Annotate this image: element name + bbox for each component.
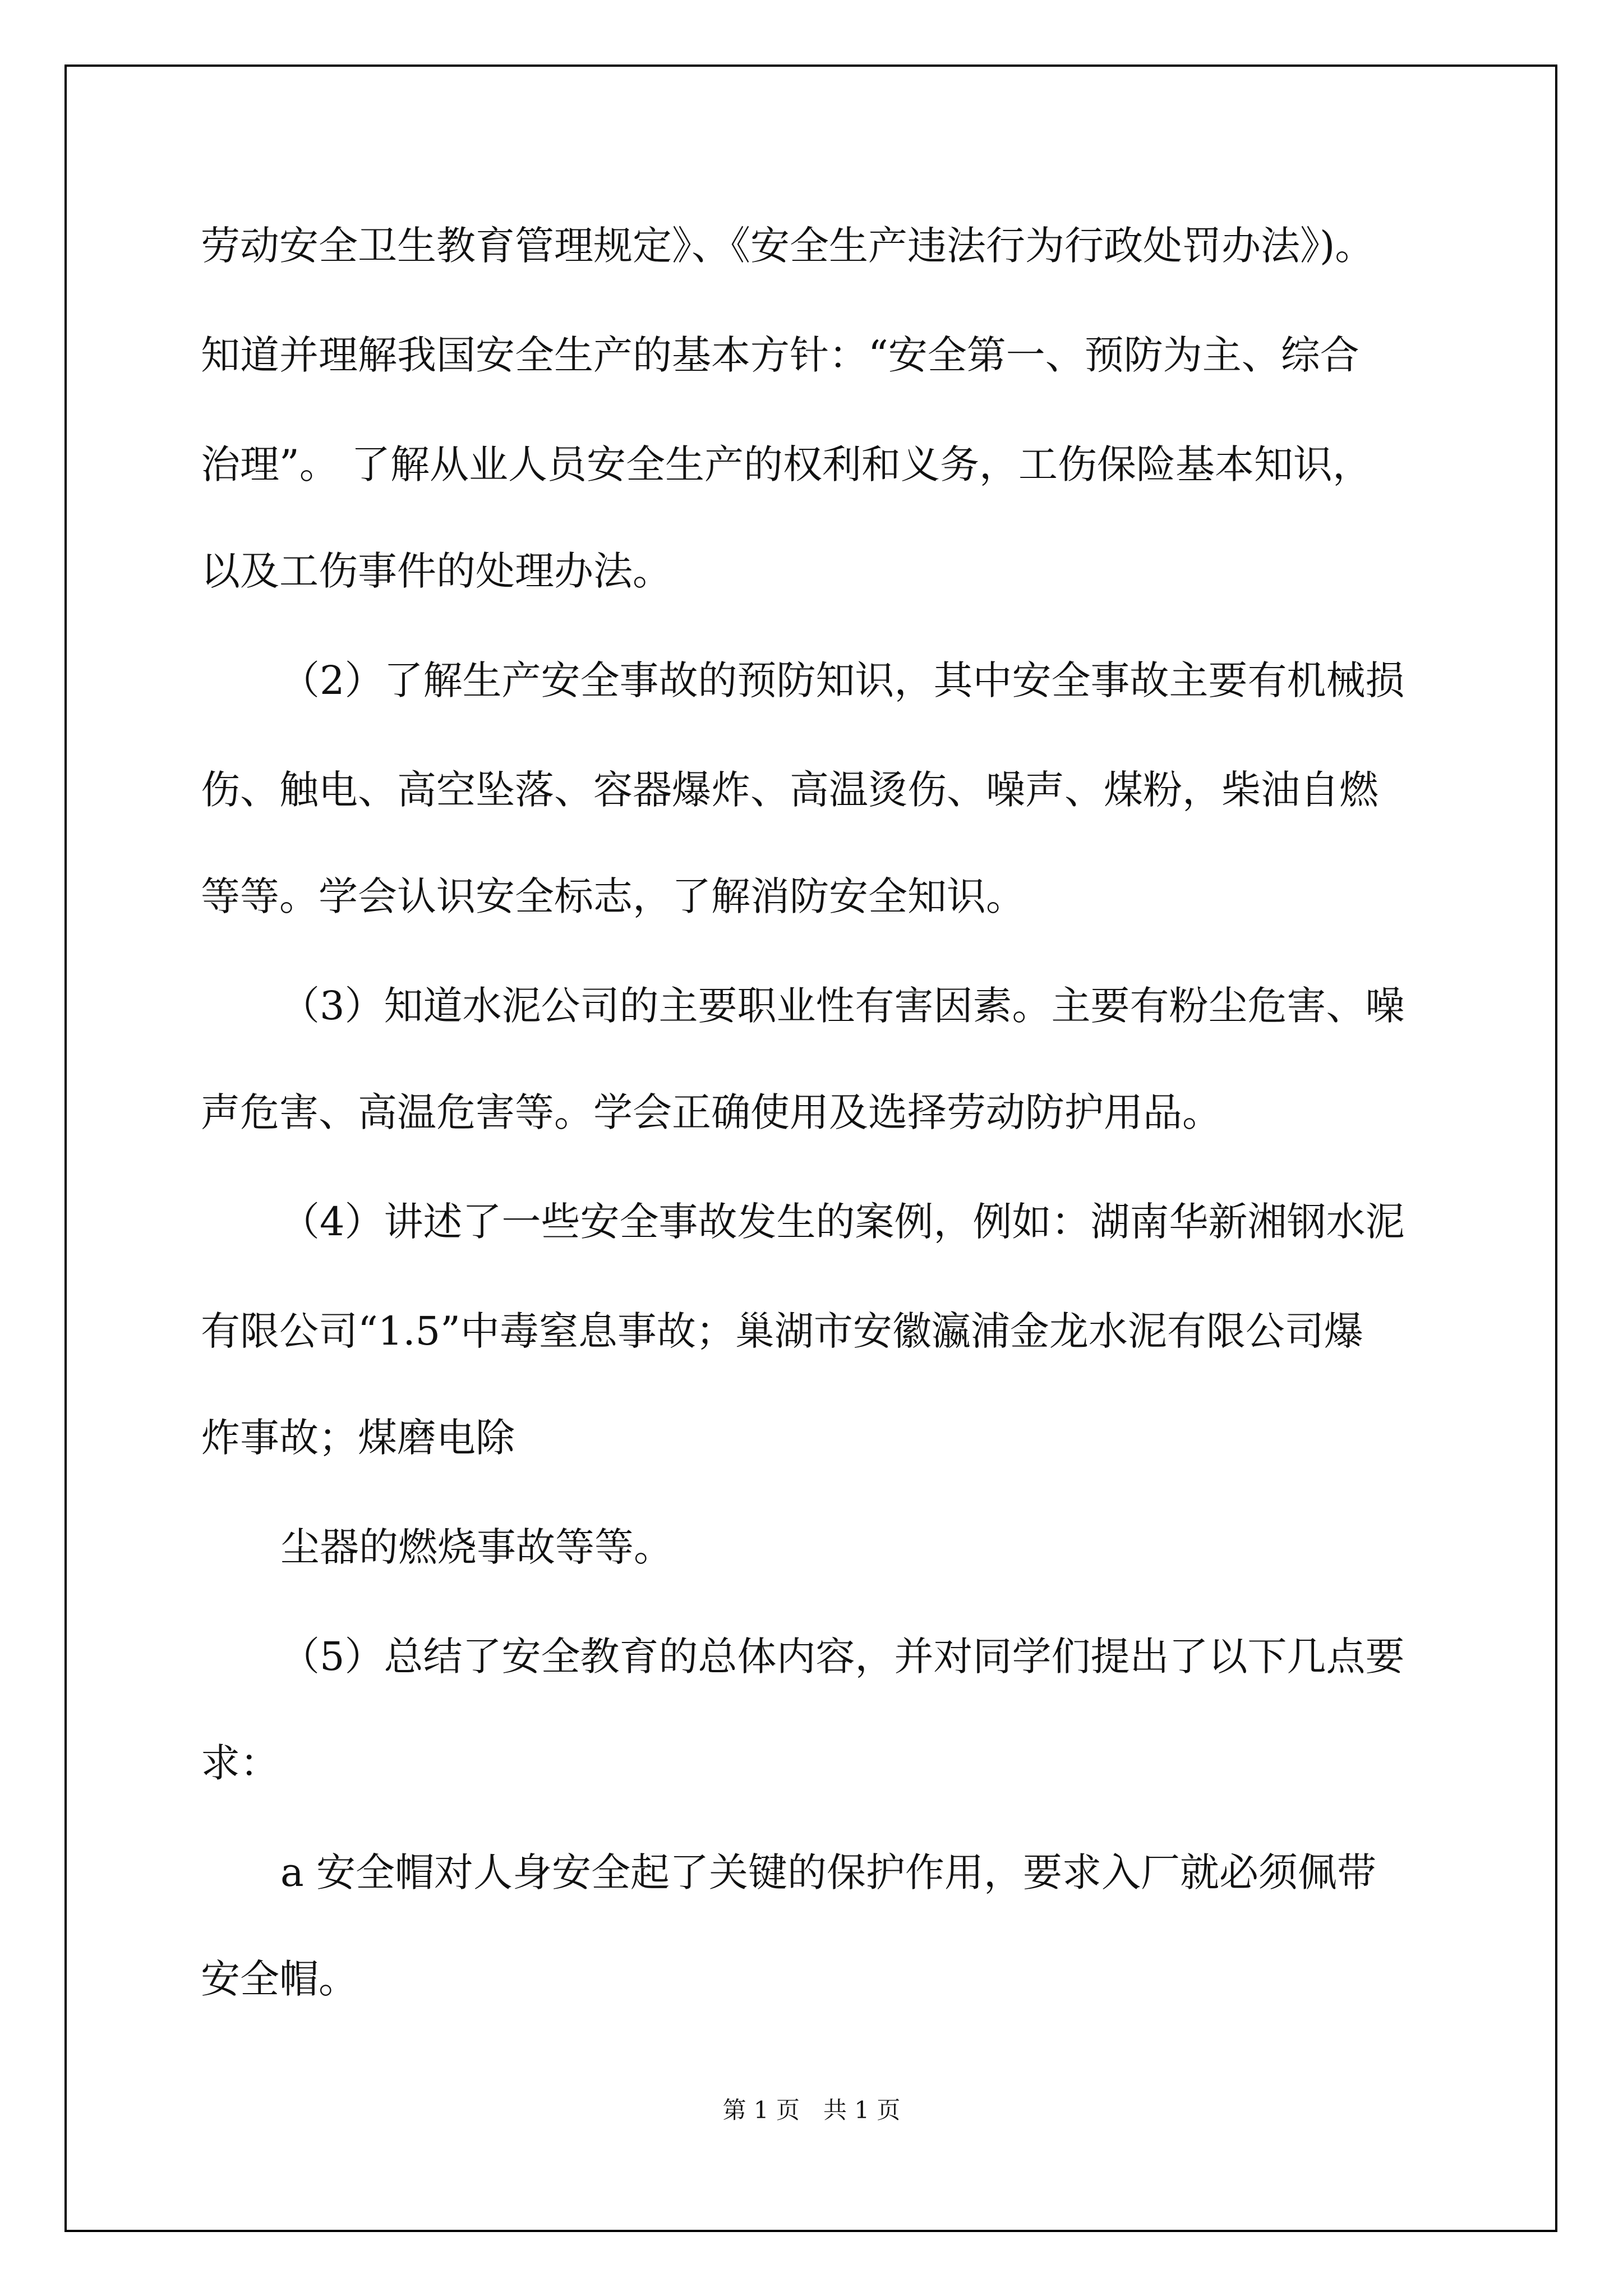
text-line-7: 等等。学会认识安全标志，了解消防安全知识。	[201, 873, 1025, 919]
page-number-footer: 第 1 页 共 1 页	[722, 2096, 901, 2124]
text-line-12: 炸事故；煤磨电除	[201, 1415, 515, 1461]
text-line-4: 以及工伤事件的处理办法。	[201, 548, 672, 594]
text-line-16: a 安全帽对人身安全起了关键的保护作用，要求入厂就必须佩带	[280, 1849, 1376, 1895]
text-line-6: 伤、触电、高空坠落、容器爆炸、高温烫伤、噪声、煤粉，柴油自燃	[201, 767, 1378, 813]
text-line-5: （2）了解生产安全事故的预防知识，其中安全事故主要有机械损	[280, 657, 1405, 703]
text-line-13: 尘器的燃烧事故等等。	[280, 1524, 673, 1570]
text-line-17: 安全帽。	[201, 1956, 358, 2002]
text-line-11: 有限公司“1.5”中毒窒息事故；巢湖市安徽瀛浦金龙水泥有限公司爆	[201, 1308, 1363, 1354]
page-border	[64, 65, 1557, 2232]
text-line-2: 知道并理解我国安全生产的基本方针：“安全第一、预防为主、综合	[201, 332, 1359, 378]
text-line-10: （4）讲述了一些安全事故发生的案例，例如：湖南华新湘钢水泥	[280, 1199, 1405, 1245]
text-line-3: 治理”。 了解从业人员安全生产的权利和义务，工伤保险基本知识，	[201, 441, 1372, 487]
text-line-8: （3）知道水泥公司的主要职业性有害因素。主要有粉尘危害、噪	[280, 983, 1405, 1029]
text-line-1: 劳动安全卫生教育管理规定》、《安全生产违法行为行政处罚办法》)。	[201, 223, 1375, 269]
text-line-9: 声危害、高温危害等。学会正确使用及选择劳动防护用品。	[201, 1089, 1221, 1135]
text-line-15: 求：	[201, 1740, 279, 1786]
text-line-14: （5）总结了安全教育的总体内容，并对同学们提出了以下几点要	[280, 1634, 1405, 1680]
